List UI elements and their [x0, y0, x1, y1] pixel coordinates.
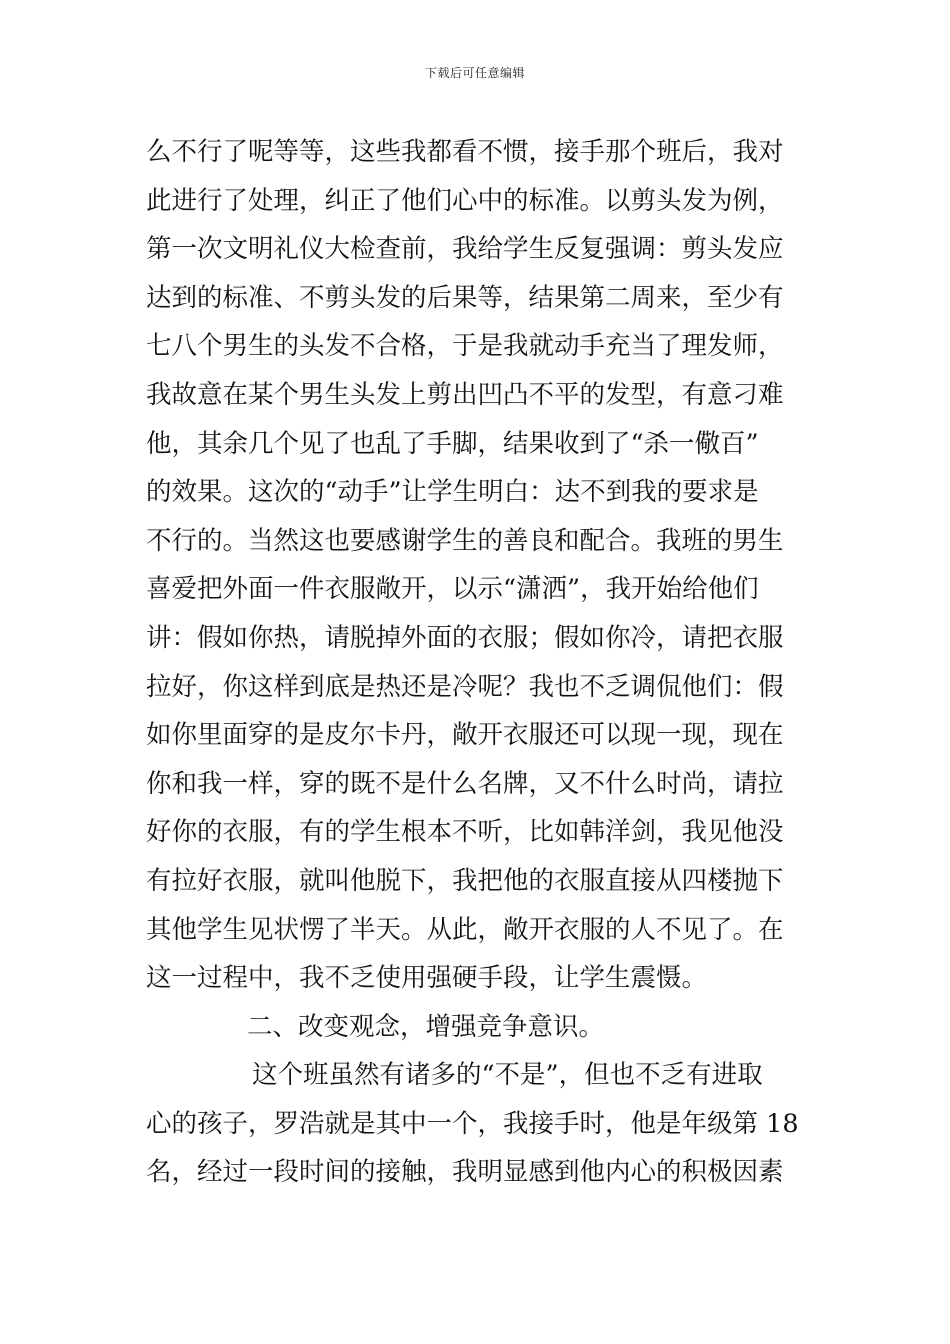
text-line: 我故意在某个男生头发上剪出凹凸不平的发型，有意刁难 — [146, 379, 784, 410]
text-line: 么不行了呢等等，这些我都看不惯，接手那个班后，我对 — [146, 137, 784, 167]
text-line: 此进行了处理，纠正了他们心中的标准。以剪头发为例， — [146, 185, 784, 216]
text-line: 讲：假如你热，请脱掉外面的衣服；假如你冷，请把衣服 — [146, 622, 784, 653]
body-text — [146, 128, 812, 1197]
text-line: 心的孩子，罗浩就是其中一个，我接手时，他是年级第 18 — [146, 1108, 799, 1139]
text-line: 喜爱把外面一件衣服敞开，以示“潇洒”，我开始给他们 — [146, 574, 759, 605]
text-line: 的效果。这次的“动手”让学生明白：达不到我的要求是 — [146, 477, 759, 508]
text-line: 他，其余几个见了也乱了手脚，结果收到了“杀一儆百” — [146, 428, 759, 459]
text-line: 名，经过一段时间的接触，我明显感到他内心的积极因素 — [146, 1157, 784, 1188]
text-line: 不行的。当然这也要感谢学生的善良和配合。我班的男生 — [146, 525, 784, 556]
section-heading: 二、改变观念，增强竞争意识。 — [247, 1011, 605, 1042]
paragraph-first-line: 这个班虽然有诸多的“不是”，但也不乏有进取 — [252, 1060, 763, 1091]
text-line: 这一过程中，我不乏使用强硬手段，让学生震慑。 — [146, 963, 708, 994]
text-line: 如你里面穿的是皮尔卡丹，敞开衣服还可以现一现，现在 — [146, 720, 784, 751]
text-line: 拉好，你这样到底是热还是冷呢？我也不乏调侃他们：假 — [146, 671, 784, 702]
text-line: 达到的标准、不剪头发的后果等，结果第二周来，至少有 — [146, 282, 784, 313]
text-line: 好你的衣服，有的学生根本不听，比如韩洋剑，我见他没 — [146, 817, 784, 848]
text-line: 七八个男生的头发不合格，于是我就动手充当了理发师， — [146, 331, 784, 362]
text-line: 第一次文明礼仪大检查前，我给学生反复强调：剪头发应 — [146, 234, 784, 265]
text-line: 其他学生见状愣了半天。从此，敞开衣服的人不见了。在 — [146, 914, 784, 945]
text-line: 你和我一样，穿的既不是什么名牌，又不什么时尚，请拉 — [146, 768, 784, 799]
text-line: 有拉好衣服，就叫他脱下，我把他的衣服直接从四楼抛下 — [146, 865, 784, 896]
page-header: 下载后可任意编辑 — [424, 66, 525, 80]
